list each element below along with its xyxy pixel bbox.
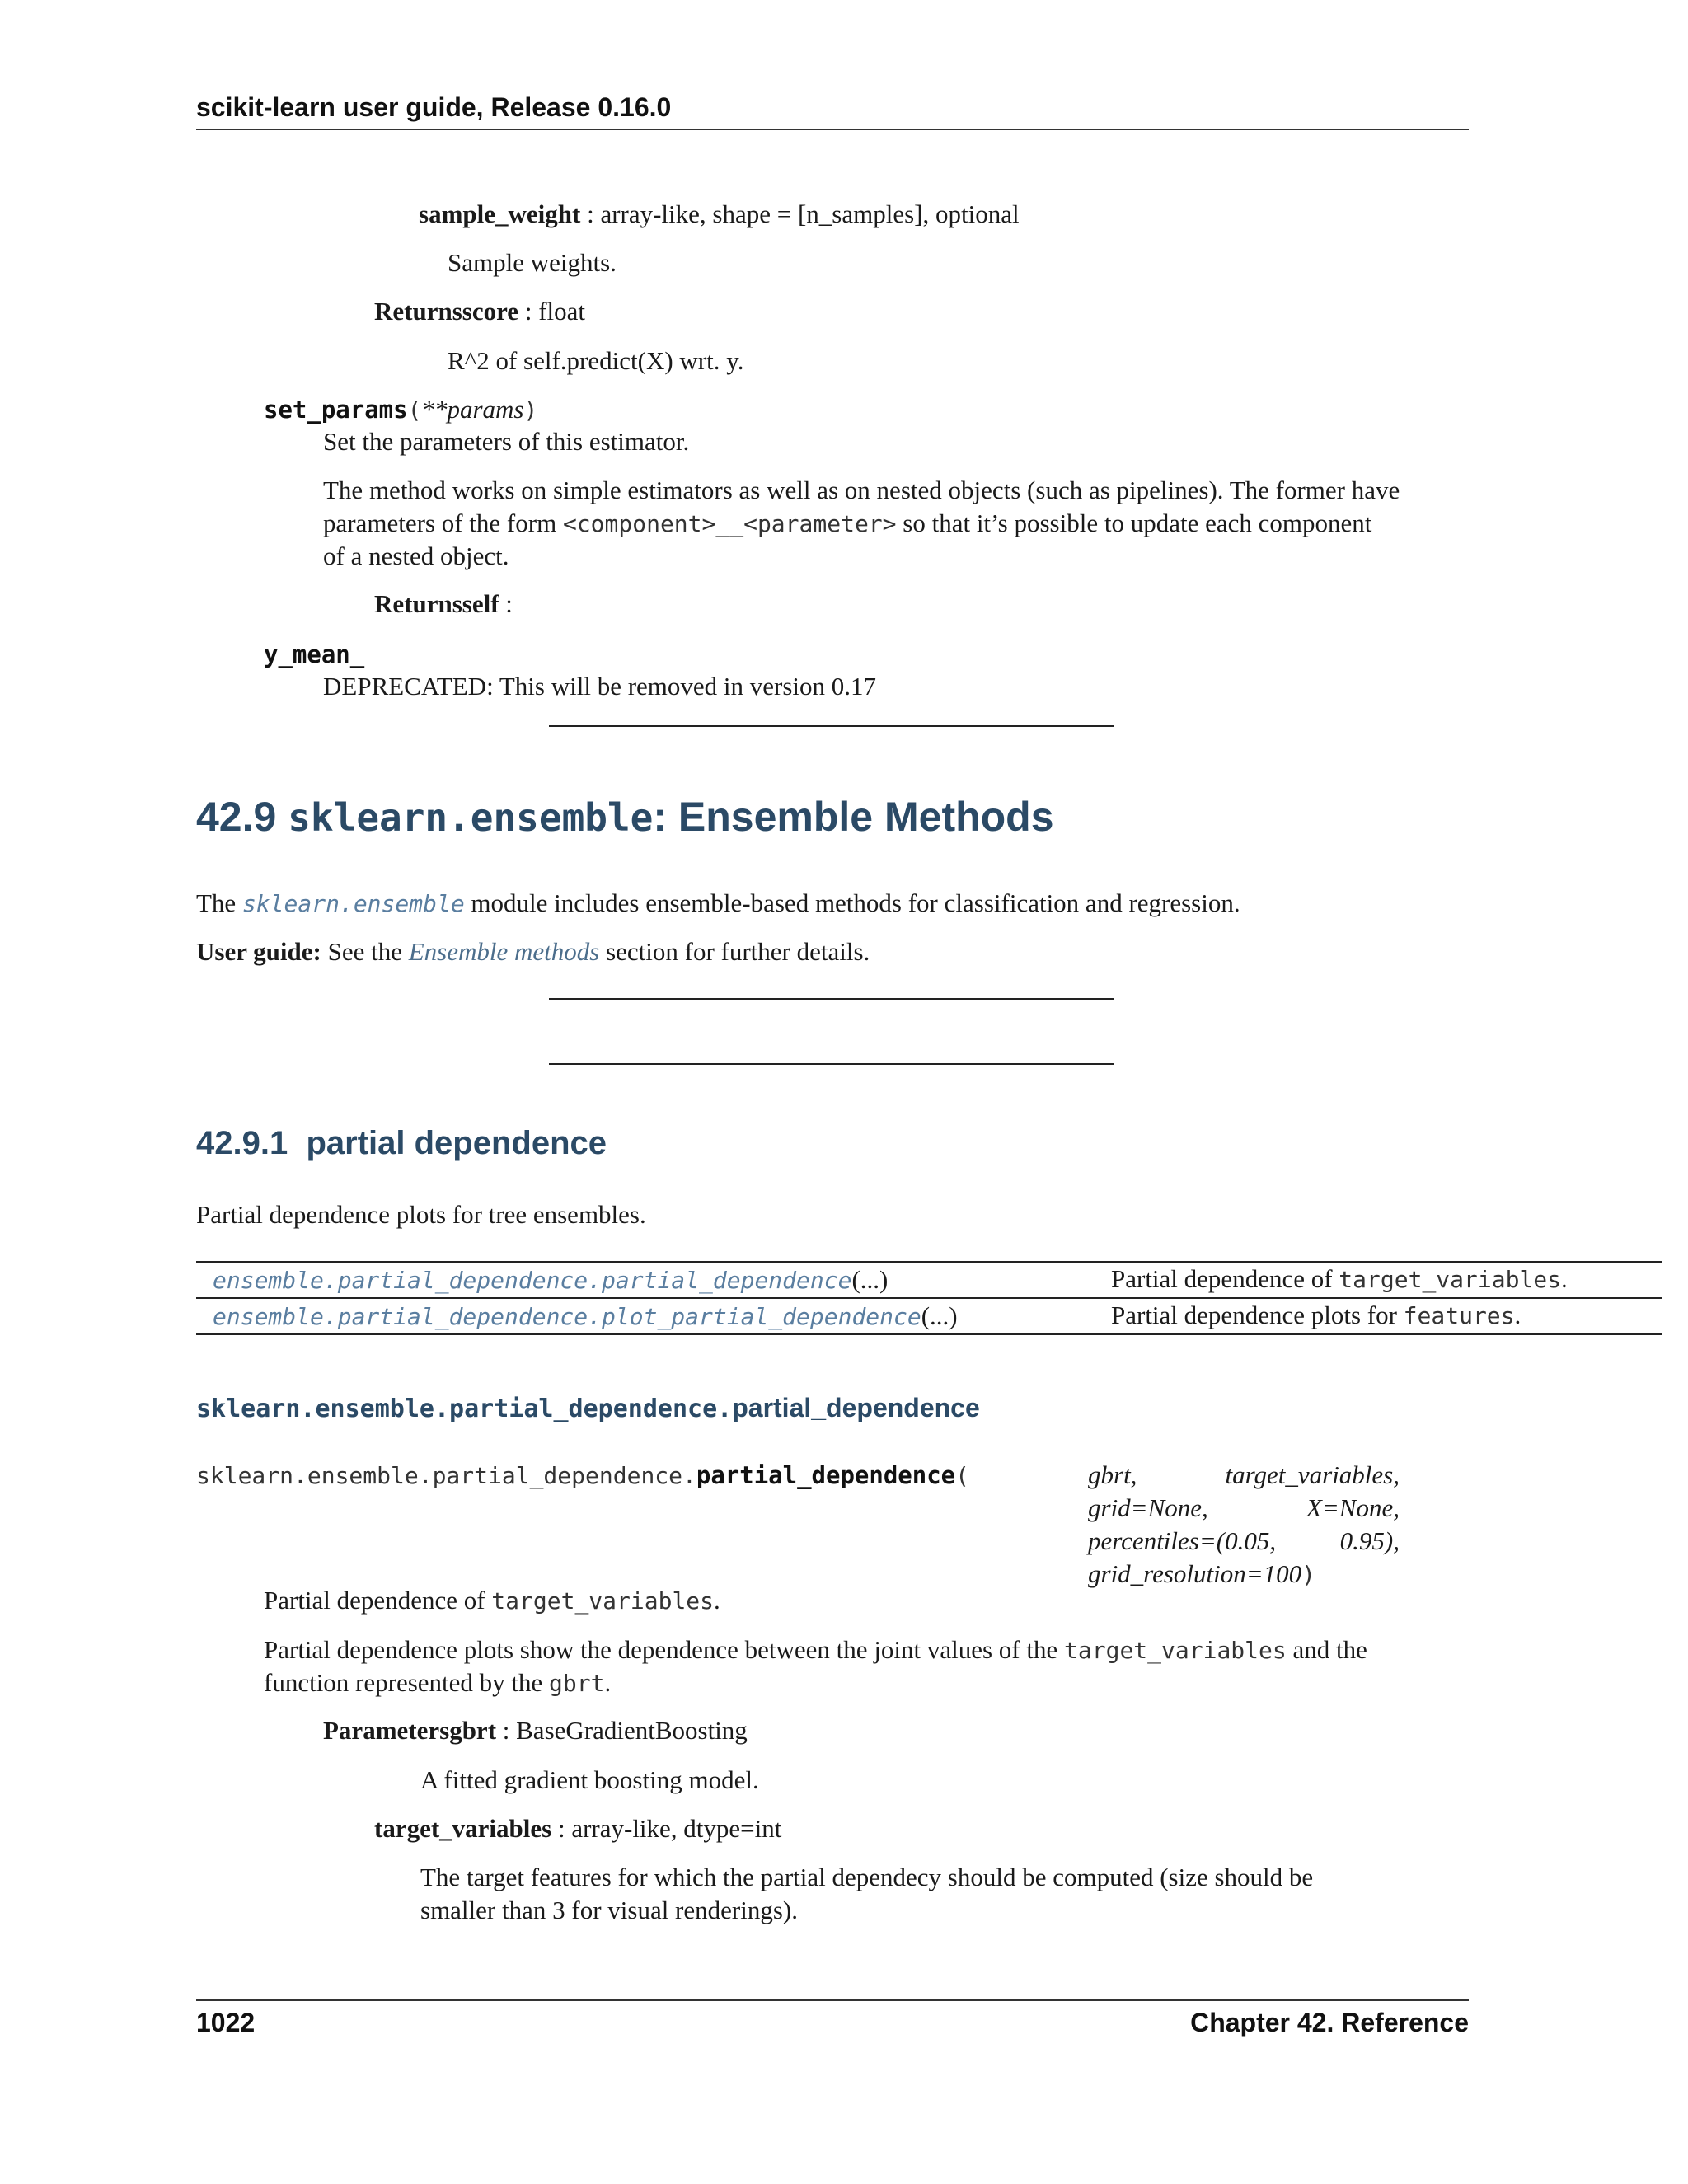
inline-code: target_variables [1064, 1637, 1287, 1664]
returns-sep: : [499, 589, 513, 618]
function-link[interactable]: ensemble.partial_dependence.plot_partial_dependence [213, 1303, 921, 1330]
page-number: 1022 [196, 2008, 256, 2037]
function-link[interactable]: ensemble.partial_dependence.partial_dependence [213, 1267, 852, 1294]
signature-params [1088, 1459, 1400, 1591]
module-link[interactable]: sklearn.ensemble [241, 890, 465, 917]
text: . [714, 1586, 720, 1615]
text: so that it’s possible to update each component [896, 509, 1372, 537]
text: . [1514, 1301, 1522, 1329]
section-heading [196, 793, 1054, 841]
table-cell-desc [1111, 1262, 1662, 1298]
section-title: : Ensemble Methods [653, 794, 1054, 840]
paren-close: ) [523, 396, 538, 424]
text: Partial dependence plots show the dependence between the joint values of the [264, 1635, 1065, 1664]
y-mean-desc: DEPRECATED: This will be removed in version 0.17 [323, 672, 877, 701]
inline-code: target_variables [1339, 1266, 1562, 1293]
sig-param: target_variables, [1225, 1460, 1400, 1489]
section-intro [196, 887, 1240, 921]
sig-param: grid_resolution=100 [1088, 1559, 1302, 1588]
user-guide-note [196, 935, 870, 968]
sig-param: X=None, [1306, 1493, 1400, 1522]
param-desc: A fitted gradient boosting model. [420, 1765, 759, 1794]
set-params-signature [264, 393, 537, 427]
text: section for further details. [599, 937, 870, 966]
param-type: : BaseGradientBoosting [496, 1716, 748, 1745]
method-args: **params [421, 395, 524, 424]
inline-code: features [1403, 1302, 1515, 1329]
paren-close: ) [1301, 1561, 1316, 1588]
text: module includes ensemble-based methods for classification and regression. [464, 888, 1240, 917]
function-signature-prefix [196, 1459, 969, 1493]
separator-rule [549, 725, 1114, 727]
sig-line [1088, 1525, 1400, 1558]
subsection-desc: Partial dependence plots for tree ensembles. [196, 1200, 646, 1229]
param-name: target_variables [374, 1814, 552, 1843]
param-name: sample_weight [419, 199, 581, 228]
param-sample-weight [419, 198, 1020, 231]
ensemble-methods-link[interactable]: Ensemble methods [408, 937, 600, 966]
param-type: : array-like, dtype=int [551, 1814, 782, 1843]
heading-name: partial_dependence [732, 1393, 980, 1422]
inline-code: target_variables [491, 1587, 715, 1615]
sig-param: percentiles=(0.05, [1088, 1526, 1277, 1555]
autosummary-table [196, 1261, 1662, 1335]
param-desc-line1: The target features for which the partial dependecy should be computed (size should be [420, 1863, 1314, 1891]
table-cell-function [196, 1262, 1111, 1298]
param-type: : array-like, shape = [n_samples], optional [580, 199, 1020, 228]
params-label: Parameters [323, 1716, 450, 1745]
text: . [1561, 1264, 1568, 1293]
text: Partial dependence of [1111, 1264, 1339, 1293]
method-name: set_params [264, 396, 408, 424]
text: and the [1286, 1635, 1367, 1664]
function-heading [196, 1393, 980, 1423]
sig-line [1088, 1492, 1400, 1525]
footer-rule [196, 1999, 1469, 2001]
text: See the [321, 937, 409, 966]
table-row [196, 1262, 1662, 1298]
function-summary [264, 1584, 720, 1618]
text: function represented by the [264, 1668, 550, 1697]
inline-code: gbrt [549, 1670, 605, 1697]
set-params-desc-line3: of a nested object. [323, 541, 509, 570]
param-target-variables [374, 1812, 781, 1845]
section-number: 42.9 [196, 794, 277, 840]
sig-param: 0.95), [1339, 1526, 1400, 1555]
returns-type: : float [518, 297, 585, 326]
section-module: sklearn.ensemble [288, 795, 654, 840]
param-gbrt [323, 1714, 748, 1747]
returns-label: Returns [374, 297, 462, 326]
table-row [196, 1298, 1662, 1334]
returns-name: self [462, 589, 499, 618]
table-cell-function [196, 1298, 1111, 1334]
sig-param: grid=None, [1088, 1493, 1208, 1522]
table-cell-desc [1111, 1298, 1662, 1334]
separator-rule [549, 998, 1114, 1000]
set-params-summary: Set the parameters of this estimator. [323, 427, 690, 456]
text: Partial dependence of [264, 1586, 492, 1615]
header-rule [196, 129, 1469, 130]
heading-module: sklearn.ensemble.partial_dependence. [196, 1394, 733, 1423]
chapter-label: Chapter 42. Reference [1190, 2008, 1469, 2037]
separator-rule [549, 1063, 1114, 1065]
subsection-heading [196, 1125, 607, 1162]
set-params-desc-line2 [323, 507, 1372, 541]
returns-score [374, 295, 585, 328]
text: The [196, 888, 242, 917]
param-desc-line2: smaller than 3 for visual renderings). [420, 1896, 798, 1924]
text: . [604, 1668, 612, 1697]
returns-label: Returns [374, 589, 462, 618]
running-header: scikit-learn user guide, Release 0.16.0 [196, 92, 672, 122]
text: parameters of the form [323, 509, 563, 537]
set-params-desc-line1: The method works on simple estimators as well as on nested objects (such as pipelines). The former have [323, 476, 1400, 504]
param-name: gbrt [449, 1716, 497, 1745]
function-desc-line2 [264, 1666, 611, 1700]
sig-param: gbrt, [1088, 1460, 1137, 1489]
sig-line [1088, 1459, 1400, 1492]
sig-name: partial_dependence [696, 1461, 956, 1489]
paren-open: ( [955, 1462, 970, 1489]
returns-self [374, 588, 513, 621]
guide-label: User guide: [196, 937, 321, 966]
inline-code: <component>__<parameter> [562, 510, 897, 537]
sig-line [1088, 1558, 1400, 1591]
returns-name: score [462, 297, 519, 326]
param-desc: Sample weights. [448, 248, 617, 277]
text: Partial dependence plots for [1111, 1301, 1404, 1329]
sig-module: sklearn.ensemble.partial_dependence. [196, 1462, 696, 1489]
subsection-title: partial dependence [306, 1125, 607, 1161]
subsection-number: 42.9.1 [196, 1125, 288, 1161]
function-desc-line1 [264, 1633, 1367, 1667]
y-mean-attribute [264, 638, 364, 671]
paren-open: ( [407, 396, 422, 424]
attribute-name: y_mean_ [264, 640, 365, 668]
returns-desc: R^2 of self.predict(X) wrt. y. [448, 346, 744, 375]
ellipsis: (...) [851, 1265, 889, 1294]
ellipsis: (...) [921, 1301, 958, 1330]
